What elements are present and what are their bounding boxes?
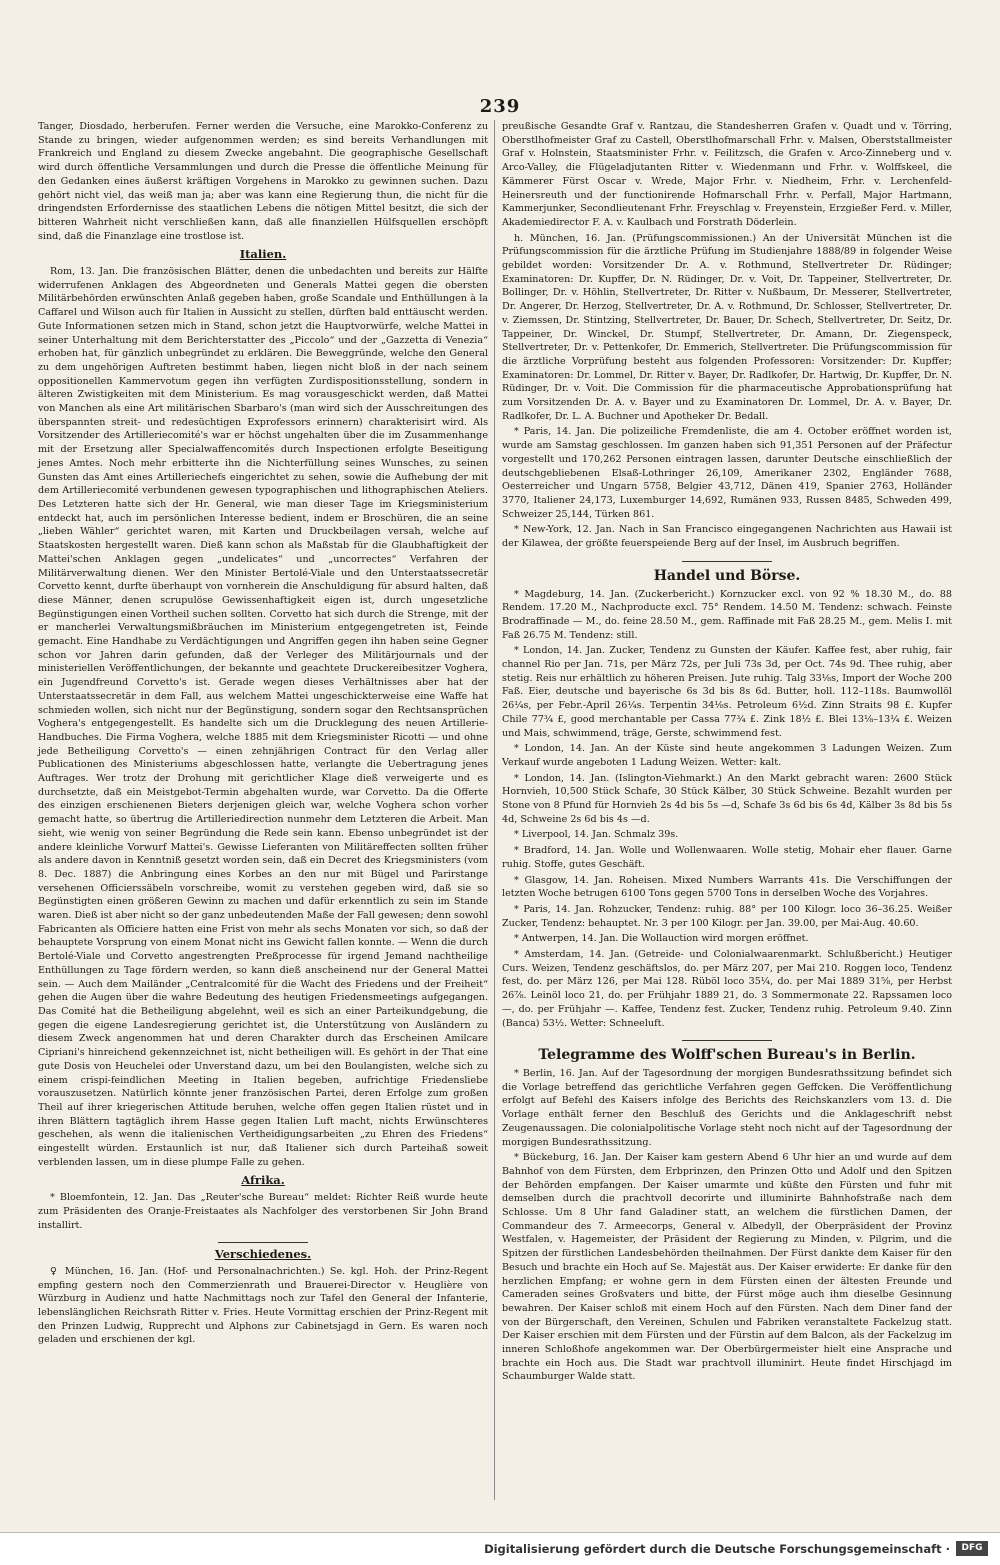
article-muenchen-pruefung: h. München, 16. Jan. (Prüfungscommissionen.) An der Universität München ist die Prüfungscommission für die ärztliche Prüfung im Studienjahre 1888/89 in folgender Weise gebildet worden: Vorsitzender Dr. A. v. Rothmund, Stellvertreter Dr. Rüdinger; Examinatoren: Dr. Kupffer, Dr. N. Rüdinger, Dr. v. Voit, Dr. Tappeiner, Stellvertreter, Dr. Bollinger, Dr. v. Höhlin, Stellvertreter, Dr. Ritter v. Nußbaum, Dr. Messerer, Stellvertreter, Dr. Angerer, Dr. Herzog, Stellvertreter, Dr. A. v. Rothmund, Dr. Schlosser, Stellvertreter, Dr. v. Ziemssen, Dr. Stintzing, Stellvertreter, Dr. Bauer, Dr. Schech, Stellvertreter, Dr. Seitz, Dr. Tappeiner, Dr. Winckel, Dr. Stumpf, Stellvertreter, Dr. Amann, Dr. Ziegenspeck, Stellvertreter, Dr. v. Pettenkofer, Dr. Emmerich, Stellvertreter. Die Prüfungscommission für die ärztliche Vorprüfung besteht aus folgenden Professoren: Vorsitzender: Dr. Kupffer; Examinatoren: Dr. Lommel, Dr. Ritter v. Bayer, Dr. Radlkofer, Dr. Hartwig, Dr. Kupffer, Dr. N. Rüdinger, Dr. v. Voit. Die Commission für die pharmaceutische Approbationsprüfung hat zum Vorsitzenden Dr. A. v. Bayer und zu Examinatoren Dr. Lommel, Dr. A. v. Bayer, Dr. Radlkofer, Dr. L. A. Buchner und Apotheker Dr. Bedall. — [502, 232, 952, 422]
article-rom: Rom, 13. Jan. Die französischen Blätter, denen die unbedachten und bereits zur Hälfte widerrufenen Anklagen des Abgeordneten und Generals Mattei gegen die obersten Militärbehörden erwünschten Anlaß gegeben haben, große Scandale und Enthüllungen à la Caffarel und Wilson auch für Italien in Aussicht zu stellen, dürften bald enttäuscht werden. Gute Informationen setzen mich in Stand, schon jetzt die Hauptvorwürfe, welche Mattei in seiner Unterhaltung mit dem Berichterstatter des „Piccolo“ und der „Gazzetta di Venezia“ erhoben hat, für gänzlich unbegründet zu erklären. Die Beweggründe, welche den General zu dem ungehörigen Auftreten bestimmt haben, liegen nicht bloß in der nach seinem oppositionellen Kammervotum gegen ihn verfügten Zurdispositionsstellung, sondern in älteren Zwistigkeiten mit dem Ministerium. Es mag vorausgeschickt werden, daß Mattei von Manchen als eine Art militärischen Sbarbaro's (man wird sich der Ausschreitungen des überspannten streit- und redesüchtigen Exprofessors erinnern) charakterisirt wird. Als Vorsitzender des Artilleriecomité's war er höchst ungehalten über die im Zusammenhange mit der Ersetzung aller Specialwaffencomités durch Inspectionen erfolgte Beseitigung jenes Amtes. Noch mehr erbitterte ihn die Nichterfüllung seines Wunsches, zu seinen Gunsten das Amt eines Artilleriechefs eingerichtet zu sehen, sowie die Aufhebung der mit dem Artilleriecomité verbundenen gewesen typographischen und lithographischen Ateliers. Des Letzteren hatte sich der Hr. General, wie man dieser Tage im Kriegsministerium entdeckt hat, auch im persönlichen Interesse bedient, indem er Broschüren, die an seine „lieben Wähler“ gerichtet waren, mit Karten und Druckbeilagen versah, welche auf Staatskosten hergestellt waren. Dieß kann schon als Maßstab für die Glaubhaftigkeit der Mattei'schen Anklagen gegen „undelicates“ und „uncorrectes“ Verfahren der Militärverwaltung dienen. Wer den Minister Bertolé-Viale und den Unterstaatssecretär Corvetto kennt, durfte überhaupt von vornherein die Anschuldigung für absurd halten, daß diese Männer, denen scrupulöse Gewissenhaftigkeit eigen ist, durch ungesetzliche Begünstigungen einen Vortheil suchen sollten. Corvetto hat sich durch die Strenge, mit der er mancherlei Verwaltungsmißbräuchen im Ministerium entgegengetreten ist, Feinde gemacht. Eine Handhabe zu Verdächtigungen und Angriffen gegen ihn haben seine Gegner schon vor Jahren darin gefunden, daß der Verleger des Militärjournals und der ministeriellen Veröffentlichungen, der bekannte und geachtete Druckereibesitzer Voghera, ein Jugendfreund Corvetto's ist. Gerade wegen dieses Verhältnisses aber hat der Unterstaatssecretär in dem Fall, aus welchem Mattei ungeschickterweise eine Waffe hat schmieden wollen, sich nicht nur der Begünstigung, sondern sogar den Rechtsansprüchen Voghera's entgegengestellt. Es handelte sich um die Drucklegung des neuen Artillerie-Handbuches. Die Firma Voghera, welche 1885 mit dem Kriegsminister Ricotti — und ohne jede Betheiligung Corvetto's — einen zehnjährigen Contract für den Verlag aller Publicationen des Ministeriums abgeschlossen hatte, verlangte die Uebertragung jenes Auftrages. Wer trotz der Drohung mit gerichtlicher Klage dieß verweigerte und es durchsetzte, daß ein Meistgebot-Termin abgehalten wurde, war Corvetto. Da die Offerte des einzigen erschienenen Bieters derjenigen gleich war, welche Voghera schon vorher gemacht hatte, so übertrug die Artilleriedirection nunmehr dem Letzteren die Arbeit. Man sieht, wie wenig von seiner Begründung die Rede sein kann. Ebenso unbegründet ist der andere kleinliche Vorwurf Mattei's. Gewisse Lieferanten von Militäreffecten sollten früher als andere davon in Kenntniß gesetzt worden sein, daß ein Decret des Kriegsministers (vom 8. Dec. 1887) die Anbringung eines Korbes an den nur mit Bügel und Parirstange versehenen Officierssäbeln vorschreibe, womit zu verstehen gegeben wird, daß sie so Begünstigten einen größeren Gewinn zu machen und dafür erkenntlich zu sein im Stande waren. Dieß ist aber nicht so der ganz unbedeutenden Maße der Fall gewesen; denn sowohl Fabricanten als Officiere hatten eine Frist von mehr als sechs Monaten vor sich, so daß der behauptete Vorsprung von einem Monat nicht ins Gewicht fallen konnte. — Wenn die durch Bertolé-Viale und Corvetto angestrengten Preßprocesse für irgend Jemand nachtheilige Enthüllungen zu Tage fördern werden, so kann dieß anscheinend nur der General Mattei sein. — Auch dem Mailänder „Centralcomité für die Wacht des Friedens und der Freiheit“ gehen die Augen über die wahre Bedeutung des heutigen Friedensmeetings aufgegangen. Das Comité hat die Betheiligung abgelehnt, weil es sich an einer Parteikundgebung, die gegen die eigene Landesregierung gerichtet ist, die Unterstützung von Ausländern zu diesem Zweck angenommen hat und deren Charakter durch das Erscheinen Amilcare Cipriani's hinreichend gekennzeichnet ist, nicht betheiligen will. Es gehört in der That eine gute Dosis von Heuchelei oder Unverstand dazu, um bei den Boulangisten, welche sich zu einem crispi-feindlichen Meeting in Italien begeben, aufrichtige Friedensliebe vorauszusetzen. Natürlich könnte jener französischen Partei, deren Erfolge zum großen Theil auf ihrer kriegerischen Attitude beruhen, welche offen gegen Italien rüstet und in ihren Blättern tagtäglich ihrem Hasse gegen Italien Luft macht, nichts Erwünschteres geschehen, als wenn die italienischen Vertheidigungsarbeiten „zu Ehren des Friedens“ eingestellt würden. Erstaunlich ist nur, daß Italiener sich durch Parteihaß soweit verblenden lassen, um in diese plumpe Falle zu gehen. — [38, 266, 488, 1168]
article-bloemfontein: * Bloemfontein, 12. Jan. Das „Reuter'sche Bureau“ meldet: Richter Reiß wurde heute zum Präsidenten des Oranje-Freistaates als Nachfolger des verstorbenen Sir John Brand installirt. — [38, 1192, 488, 1231]
article-muenchen-hof: ♀ München, 16. Jan. (Hof- und Personalnachrichten.) Se. kgl. Hoh. der Prinz-Regent empfing gestern noch den Commerzienrath und Brauerei-Director v. Heuglière von Würzburg in Audienz und hatte Nachmittags noch zur Tafel den General der Infanterie, lebenslänglichen Reichsrath Ritter v. Fries. Heute Vormittag erschien der Prinz-Regent mit den Prinzen Ludwig, Rupprecht und Alphons zur Cabinetsjagd in Gern. Es waren noch geladen und erschienen der kgl. — [38, 1265, 488, 1346]
section-heading-handel: Handel und Börse. — [653, 567, 801, 584]
market-amsterdam: * Amsterdam, 14. Jan. (Getreide- und Colonialwaarenmarkt. Schlußbericht.) Heutiger Curs. Weizen, Tendenz geschäftslos, do. per März 207, per Mai 210. Roggen loco, Tendenz fest, do. per März 126, per Mai 128. Rüböl loco 35¼, do. per Mai 1889 31⅝, per Herbst 26⅞. Leinöl loco 21, do. per Frühjahr 1889 21, do. 3 Sommermonate 22. Rapssamen loco —, do. per Frühjahr —. Kaffee, Tendenz fest. Zucker, Tendenz ruhig. Petroleum 9.40. Zinn (Banca) 53½. Wetter: Schneeluft. — [502, 949, 952, 1029]
column-divider — [494, 120, 495, 1500]
section-heading-verschiedenes: Verschiedenes. — [214, 1247, 312, 1262]
market-london-vieh: * London, 14. Jan. (Islington-Viehmarkt.) An den Markt gebracht waren: 2600 Stück Hornvieh, 10,500 Stück Schafe, 30 Stück Kälber, 30 Stück Schweine. Bezahlt wurden per Stone von 8 Pfund für Hornvieh 2s 4d bis 5s —d, Schafe 3s 6d bis 6s 4d, Kälber 3s 8d bis 5s 4d, Schweine 2s 6d bis 4s —d. — [502, 772, 952, 825]
article-marokko: Tanger, Diosdado, herberufen. Ferner werden die Versuche, eine Marokko-Conferenz zu Stande zu bringen, wieder aufgenommen werden; es sind bereits Verhandlungen mit Frankreich und England zu diesem Zwecke angebahnt. Die geographische Gesellschaft wird durch öffentliche Versammlungen und durch die Presse die öffentliche Meinung für den Gedanken eines äußerst kräftigen Vorgehens in Marokko zu gewinnen suchen. Dazu gehört nicht viel, das weiß man ja; aber was kann eine Regierung thun, die nicht für die dringendsten Erfordernisse des staatlichen Lebens die nötigen Mittel besitzt, die sich der bitteren Wahrheit nicht verschließen kann, daß alle finanziellen Hülfsquellen erschöpft sind, daß die Finanzlage eine trostlose ist. — [38, 121, 488, 242]
dfg-logo-icon: DFG — [956, 1541, 988, 1556]
telegram-berlin: * Berlin, 16. Jan. Auf der Tagesordnung der morgigen Bundesrathssitzung befindet sich die Vorlage betreffend das gerichtliche Verfahren gegen Geffcken. Die Veröffentlichung erfolgt auf Befehl des Kaisers infolge des Berichts des Reichskanzlers vom 13. d. Die Vorlage enthält ferner den Beschluß des Gerichts und die Anklageschrift nebst Zeugenaussagen. Die colonialpolitische Vorlage steht noch nicht auf der Tagesordnung der morgigen Bundesrathssitzung. — [502, 1068, 952, 1148]
market-liverpool: * Liverpool, 14. Jan. Schmalz 39s. — [514, 829, 679, 841]
section-rule — [218, 1242, 308, 1243]
market-antwerpen: * Antwerpen, 14. Jan. Die Wollauction wird morgen eröffnet. — [514, 933, 809, 945]
left-column — [38, 120, 488, 1349]
article-new-york: * New-York, 12. Jan. Nach in San Francisco eingegangenen Nachrichten aus Hawaii ist der Kilawea, der größte feuerspeiende Berg auf der Insel, im Ausbruch begriffen. — [502, 524, 952, 550]
footer-text: Digitalisierung gefördert durch die Deutsche Forschungsgemeinschaft · — [484, 1542, 950, 1556]
article-paris-fremdenliste: * Paris, 14. Jan. Die polizeiliche Fremdenliste, die am 4. October eröffnet worden ist, wurde am Samstag geschlossen. Im ganzen haben sich 91,351 Personen auf der Präfectur vorgestellt und 170,262 Personen eintragen lassen, darunter Deutsche einschließlich der deutschgebliebenen Elsaß-Lothringer 26,109, Amerikaner 2302, Engländer 7688, Oesterreicher und Ungarn 5758, Belgier 43,712, Dänen 419, Spanier 2763, Holländer 3770, Italiener 24,173, Luxemburger 14,692, Rumänen 933, Russen 8485, Schweden 499, Schweizer 25,144, Türken 861. — [502, 426, 952, 520]
section-rule — [682, 1040, 772, 1041]
article-muenchen-hof-cont: preußische Gesandte Graf v. Rantzau, die Standesherren Grafen v. Quadt und v. Törring, Oberstlhofmeister Graf zu Castell, Oberstlhofmarschall Frhr. v. Malsen, Oberststallmeister Graf v. Holnstein, Staatsminister Frhr. v. Feilitzsch, die Grafen v. Arco-Zinneberg und v. Arco-Valley, die Flügeladjutanten Ritter v. Wiedenmann und Frhr. v. Wolffskeel, die Kämmerer Fürst Oscar v. Wrede, Major Frhr. v. Niedheim, Frhr. v. Lerchenfeld-Heinersreuth und der functionirende Hofmarschall Frhr. v. Perfall, Major Hartmann, Kammerjunker, Secondlieutenant Frhr. Freyschlag v. Freyenstein, Erzgießer Ferd. v. Miller, Akademiedirector F. A. v. Kaulbach und Forstrath Döderlein. — [502, 121, 952, 228]
section-heading-telegramme: Telegramme des Wolff'schen Bureau's in Berlin. — [538, 1047, 916, 1064]
telegram-bueckeburg: * Bückeburg, 16. Jan. Der Kaiser kam gestern Abend 6 Uhr hier an und wurde auf dem Bahnhof von dem Fürsten, dem Erbprinzen, den Prinzen Otto und Adolf und den Spitzen der Behörden empfangen. Der Kaiser umarmte und küßte den Fürsten und fuhr mit demselben durch die prachtvoll decorirte und illuminirte Bahnhofstraße nach dem Schlosse. Um 8 Uhr fand Galadiner statt, an welchem die fürstlichen Damen, der Commandeur des 7. Armeecorps, General v. Albedyll, der Oberpräsident der Provinz Westfalen, v. Hagemeister, der Präsident der Regierung zu Minden, v. Pilgrim, und die Spitzen der fürstlichen Landesbehörden theilnahmen. Der Fürst dankte dem Kaiser für den Besuch und brachte ein Hoch auf Se. Majestät aus. Der Kaiser erwiderte: Er danke für den herzlichen Empfang; er wohne gern in dem Fürsten einen der ältesten Freunde und Cameraden seines Großvaters und bitte, der Fürst möge auch ihm dieselbe Gesinnung bewahren. Der Kaiser schloß mit einem Hoch auf den Fürsten. Nach dem Diner fand der von der Bürgerschaft, den Vereinen, Schulen und Fabriken veranstaltete Fackelzug statt. Der Kaiser erschien mit dem Fürsten und der Fürstin auf dem Balcon, als der Fackelzug im inneren Schloßhofe angekommen war. Der Oberbürgermeister hielt eine Ansprache und brachte ein Hoch aus. Die Stadt war prachtvoll illuminirt. Heute findet Hirschjagd im Schaumburger Walde statt. — [502, 1152, 952, 1383]
market-london-weizen: * London, 14. Jan. An der Küste sind heute angekommen 3 Ladungen Weizen. Zum Verkauf wurde angeboten 1 Ladung Weizen. Wetter: kalt. — [502, 743, 952, 768]
market-glasgow: * Glasgow, 14. Jan. Roheisen. Mixed Numbers Warrants 41s. Die Verschiffungen der letzten Woche betrugen 6100 Tons gegen 5700 Tons in derselben Woche des Vorjahres. — [502, 874, 952, 900]
section-heading-afrika: Afrika. — [241, 1173, 285, 1188]
market-bradford: * Bradford, 14. Jan. Wolle und Wollenwaaren. Wolle stetig, Mohair eher flauer. Garne ruhig. Stoffe, gutes Geschäft. — [502, 845, 952, 870]
market-london-zucker: * London, 14. Jan. Zucker, Tendenz zu Gunsten der Käufer. Kaffee fest, aber ruhig, fair channel Rio per Jan. 71s, per März 72s, per Juli 73s 3d, per Oct. 74s 9d. Thee ruhig, aber stetig. Reis nur erhältlich zu höheren Preisen. Jute ruhig. Talg 33⅛s, Import der Woche 200 Faß. Eier, deutsche und bayerische 6s 3d bis 8s 6d. Butter, holl. 112–118s. Baumwollöl 26¼s, per Febr.-April 26¼s. Terpentin 34⅛s. Petroleum 6½d. Zinn Straits 98 £. Kupfer Chile 77¾ £, good merchantable per Cassa 77¾ £. Zink 18½ £. Blei 13⅛–13¼ £. Weizen und Mais, schwimmend, träge, Gerste, schwimmend fest. — [502, 645, 952, 739]
market-paris: * Paris, 14. Jan. Rohzucker, Tendenz: ruhig. 88° per 100 Kilogr. loco 36–36.25. Weißer Zucker, Tendenz: behauptet. Nr. 3 per 100 Kilogr. per Jan. 39.00, per Mai-Aug. 40.60. — [502, 903, 952, 929]
section-heading-italien: Italien. — [239, 247, 287, 262]
page-number: 239 — [479, 96, 521, 117]
market-magdeburg: * Magdeburg, 14. Jan. (Zuckerbericht.) Kornzucker excl. von 92 % 18.30 M., do. 88 Rendem. 17.20 M., Nachproducte excl. 75° Rendem. 14.50 M. Tendenz: schwach. Feinste Brodraffinade — M., do. feine 28.50 M., gem. Raffinade mit Faß 28.25 M., gem. Melis I. mit Faß 26.75 M. Tendenz: still. — [502, 588, 952, 641]
section-rule — [682, 561, 772, 562]
footer-bar — [0, 1532, 1000, 1565]
right-column — [502, 120, 952, 1386]
